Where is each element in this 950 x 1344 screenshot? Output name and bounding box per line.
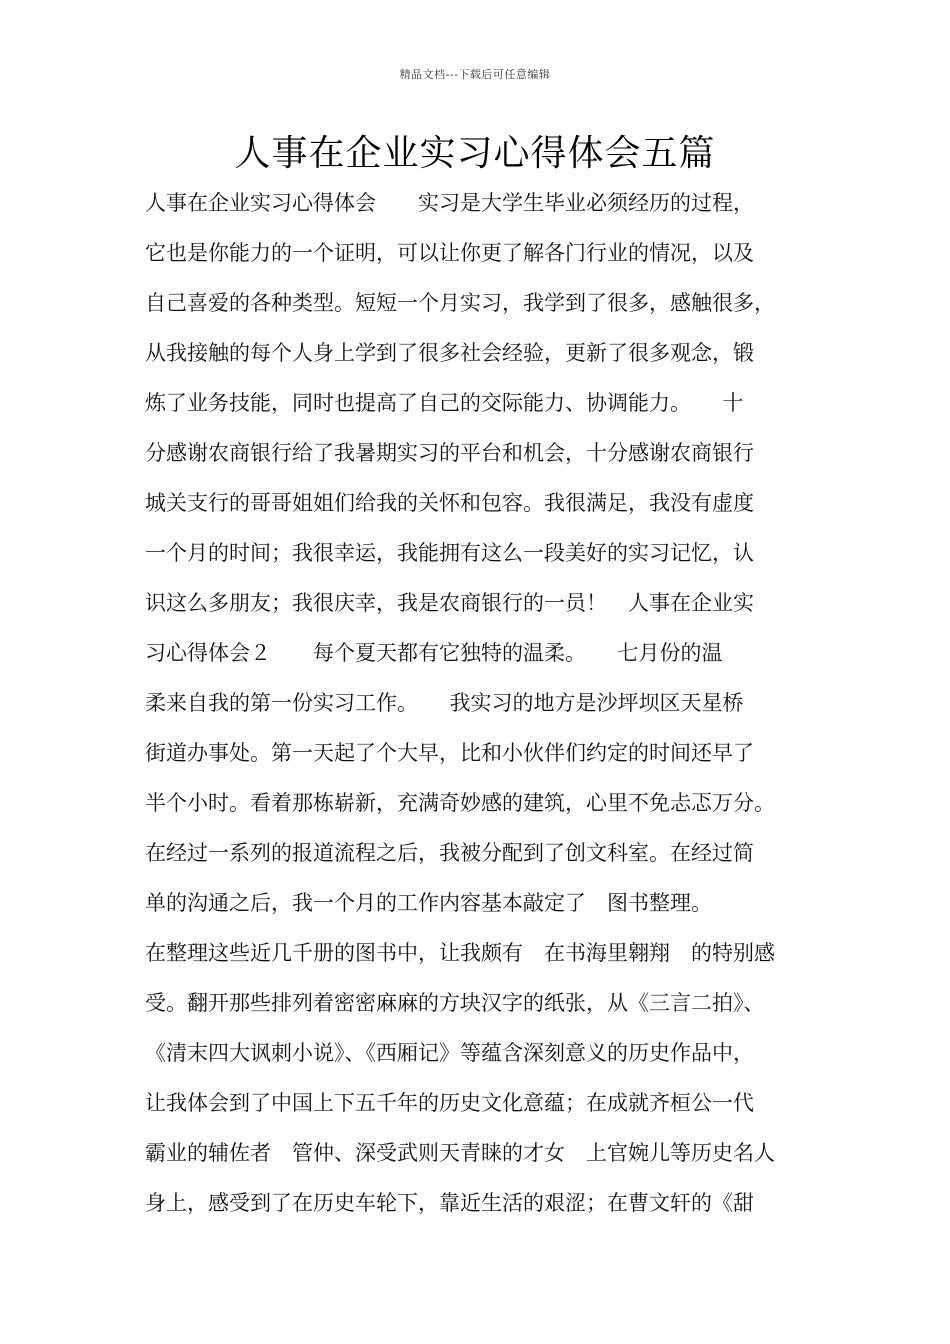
header-note: 精品文档---下载后可任意编辑 [399,68,551,81]
body-line: 它也是你能力的一个证明，可以让你更了解各门行业的情况，以及 [145,241,754,265]
body-line: 自己喜爱的各种类型。短短一个月实习，我学到了很多，感触很多， [145,291,775,315]
body-line: 单的沟通之后，我一个月的工作内容基本敲定了 图书整理。 [145,891,712,915]
body-line: 身上，感受到了在历史车轮下，靠近生活的艰涩；在曹文轩的《甜 [145,1191,754,1215]
body-line: 城关支行的哥哥姐姐们给我的关怀和包容。我很满足，我没有虚度 [145,491,754,515]
body-line: 从我接触的每个人身上学到了很多社会经验，更新了很多观念，锻 [145,341,754,365]
body-line: 一个月的时间；我很幸运，我能拥有这么一段美好的实习记忆，认 [145,541,754,565]
body-line: 炼了业务技能，同时也提高了自己的交际能力、协调能力。 十 [145,391,744,415]
body-line: 柔来自我的第一份实习工作。 我实习的地方是沙坪坝区天星桥 [145,691,744,715]
body-line: 分感谢农商银行给了我暑期实习的平台和机会，十分感谢农商银行 [145,441,754,465]
document-title: 人事在企业实习心得体会五篇 [234,133,716,174]
body-line: 受。翻开那些排列着密密麻麻的方块汉字的纸张，从《三言二拍》、 [145,991,765,1015]
body-line: 半个小时。看着那栋崭新，充满奇妙感的建筑，心里不免忐忑万分。 [145,791,775,815]
body-line: 让我体会到了中国上下五千年的历史文化意蕴；在成就齐桓公一代 [145,1091,754,1115]
document-body [145,178,835,1228]
body-line: 习心得体会２ 每个夏天都有它独特的温柔。 七月份的温 [145,641,723,665]
body-line: 识这么多朋友；我很庆幸，我是农商银行的一员！ 人事在企业实 [145,591,754,615]
body-line: 霸业的辅佐者 管仲、深受武则天青睐的才女 上官婉儿等历史名人 [145,1141,775,1165]
body-line: 《清末四大讽刺小说》、《西厢记》等蕴含深刻意义的历史作品中， [145,1041,754,1065]
body-line: 街道办事处。第一天起了个大早，比和小伙伴们约定的时间还早了 [145,741,754,765]
body-line: 在经过一系列的报道流程之后，我被分配到了创文科室。在经过简 [145,841,754,865]
body-line: 在整理这些近几千册的图书中，让我颇有 在书海里翱翔 的特别感 [145,941,775,965]
body-line: 人事在企业实习心得体会 实习是大学生毕业必须经历的过程， [145,191,754,215]
